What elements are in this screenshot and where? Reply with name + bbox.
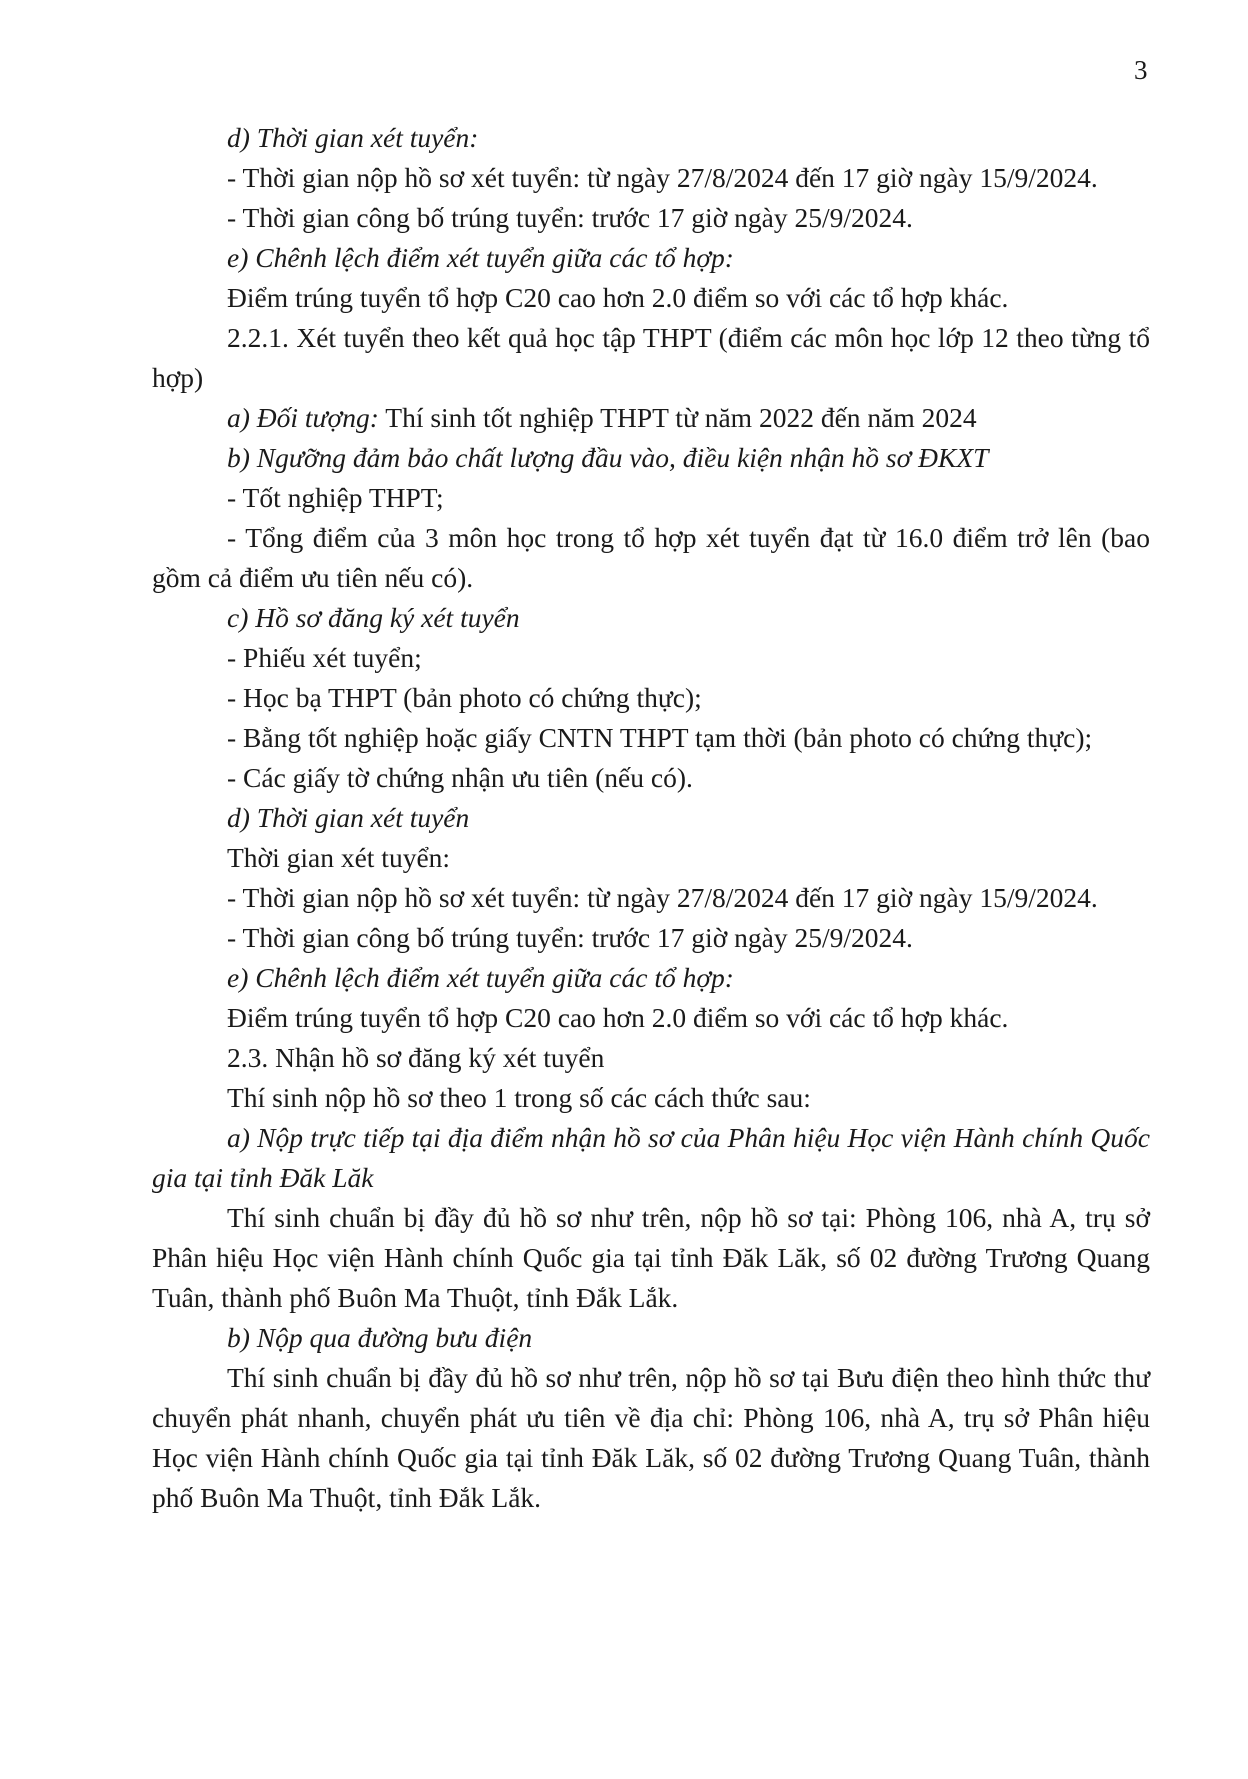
paragraph-thoi-gian-cong-bo: - Thời gian công bố trúng tuyển: trước 17 giờ ngày 25/9/2024.: [227, 202, 913, 233]
heading-b-nguong-dam-bao: b) Ngưỡng đảm bảo chất lượng đầu vào, điều kiện nhận hồ sơ ĐKXT: [227, 442, 989, 473]
heading-d-thoi-gian-xet-tuyen-2: d) Thời gian xét tuyển: [227, 802, 470, 833]
paragraph-thoi-gian-cong-bo-2: - Thời gian công bố trúng tuyển: trước 17 giờ ngày 25/9/2024.: [227, 922, 913, 953]
list-item-phieu-xet-tuyen: - Phiếu xét tuyển;: [227, 642, 422, 673]
paragraph-nop-truc-tiep-detail: Thí sinh chuẩn bị đầy đủ hồ sơ như trên, nộp hồ sơ tại: Phòng 106, nhà A, trụ sở Phân hiệu Học viện Hành chính Quốc gia tại tỉnh Đăk Lăk, số 02 đường Trương Quang Tuân, thành phố Buôn Ma Thuột, tỉnh Đắk Lắk.: [152, 1202, 1150, 1313]
heading-e-chenh-lech-diem-2: e) Chênh lệch điểm xét tuyển giữa các tổ hợp:: [227, 962, 734, 993]
paragraph-cach-thuc: Thí sinh nộp hồ sơ theo 1 trong số các cách thức sau:: [227, 1082, 811, 1113]
heading-e-chenh-lech-diem: e) Chênh lệch điểm xét tuyển giữa các tổ hợp:: [227, 242, 734, 273]
paragraph-nop-buu-dien-detail: Thí sinh chuẩn bị đầy đủ hồ sơ như trên, nộp hồ sơ tại Bưu điện theo hình thức thư chuyển phát nhanh, chuyển phát ưu tiên về địa chỉ: Phòng 106, nhà A, trụ sở Phân hiệu Học viện Hành chính Quốc gia tại tỉnh Đăk Lăk, số 02 đường Trương Quang Tuân, thành phố Buôn Ma Thuột, tỉnh Đắk Lắk.: [152, 1362, 1150, 1513]
paragraph-thoi-gian-nop-ho-so: - Thời gian nộp hồ sơ xét tuyển: từ ngày 27/8/2024 đến 17 giờ ngày 15/9/2024.: [227, 162, 1098, 193]
paragraph-doi-tuong: [152, 398, 1150, 438]
paragraph-diem-trung-tuyen: Điểm trúng tuyển tổ hợp C20 cao hơn 2.0 điểm so với các tổ hợp khác.: [227, 282, 1009, 313]
paragraph-thoi-gian-xet-tuyen-label: Thời gian xét tuyển:: [227, 842, 451, 873]
list-item-tong-diem: - Tổng điểm của 3 môn học trong tổ hợp xét tuyển đạt từ 16.0 điểm trở lên (bao gồm cả điểm ưu tiên nếu có).: [152, 522, 1150, 593]
list-item-tot-nghiep: - Tốt nghiệp THPT;: [227, 482, 444, 513]
heading-b-nop-buu-dien: b) Nộp qua đường bưu điện: [227, 1322, 533, 1353]
document-body: [152, 118, 1150, 1518]
doi-tuong-text: Thí sinh tốt nghiệp THPT từ năm 2022 đến năm 2024: [378, 402, 977, 433]
section-heading-2-2-1: 2.2.1. Xét tuyển theo kết quả học tập THPT (điểm các môn học lớp 12 theo từng tổ hợp): [152, 322, 1150, 393]
list-item-giay-to-uu-tien: - Các giấy tờ chứng nhận ưu tiên (nếu có).: [227, 762, 693, 793]
paragraph-diem-trung-tuyen-2: Điểm trúng tuyển tổ hợp C20 cao hơn 2.0 điểm so với các tổ hợp khác.: [227, 1002, 1009, 1033]
doi-tuong-label: a) Đối tượng:: [227, 402, 379, 433]
list-item-hoc-ba: - Học bạ THPT (bản photo có chứng thực);: [227, 682, 702, 713]
heading-c-ho-so-dang-ky: c) Hồ sơ đăng ký xét tuyển: [227, 602, 520, 633]
paragraph-thoi-gian-nop-ho-so-2: - Thời gian nộp hồ sơ xét tuyển: từ ngày 27/8/2024 đến 17 giờ ngày 15/9/2024.: [227, 882, 1098, 913]
heading-d-thoi-gian-xet-tuyen: d) Thời gian xét tuyển:: [227, 122, 479, 153]
section-heading-2-3: 2.3. Nhận hồ sơ đăng ký xét tuyển: [227, 1042, 605, 1073]
list-item-bang-tot-nghiep: - Bằng tốt nghiệp hoặc giấy CNTN THPT tạm thời (bản photo có chứng thực);: [227, 722, 1093, 753]
heading-a-nop-truc-tiep: a) Nộp trực tiếp tại địa điểm nhận hồ sơ của Phân hiệu Học viện Hành chính Quốc gia tại tỉnh Đăk Lăk: [152, 1122, 1150, 1193]
page-number: 3: [1134, 55, 1148, 85]
